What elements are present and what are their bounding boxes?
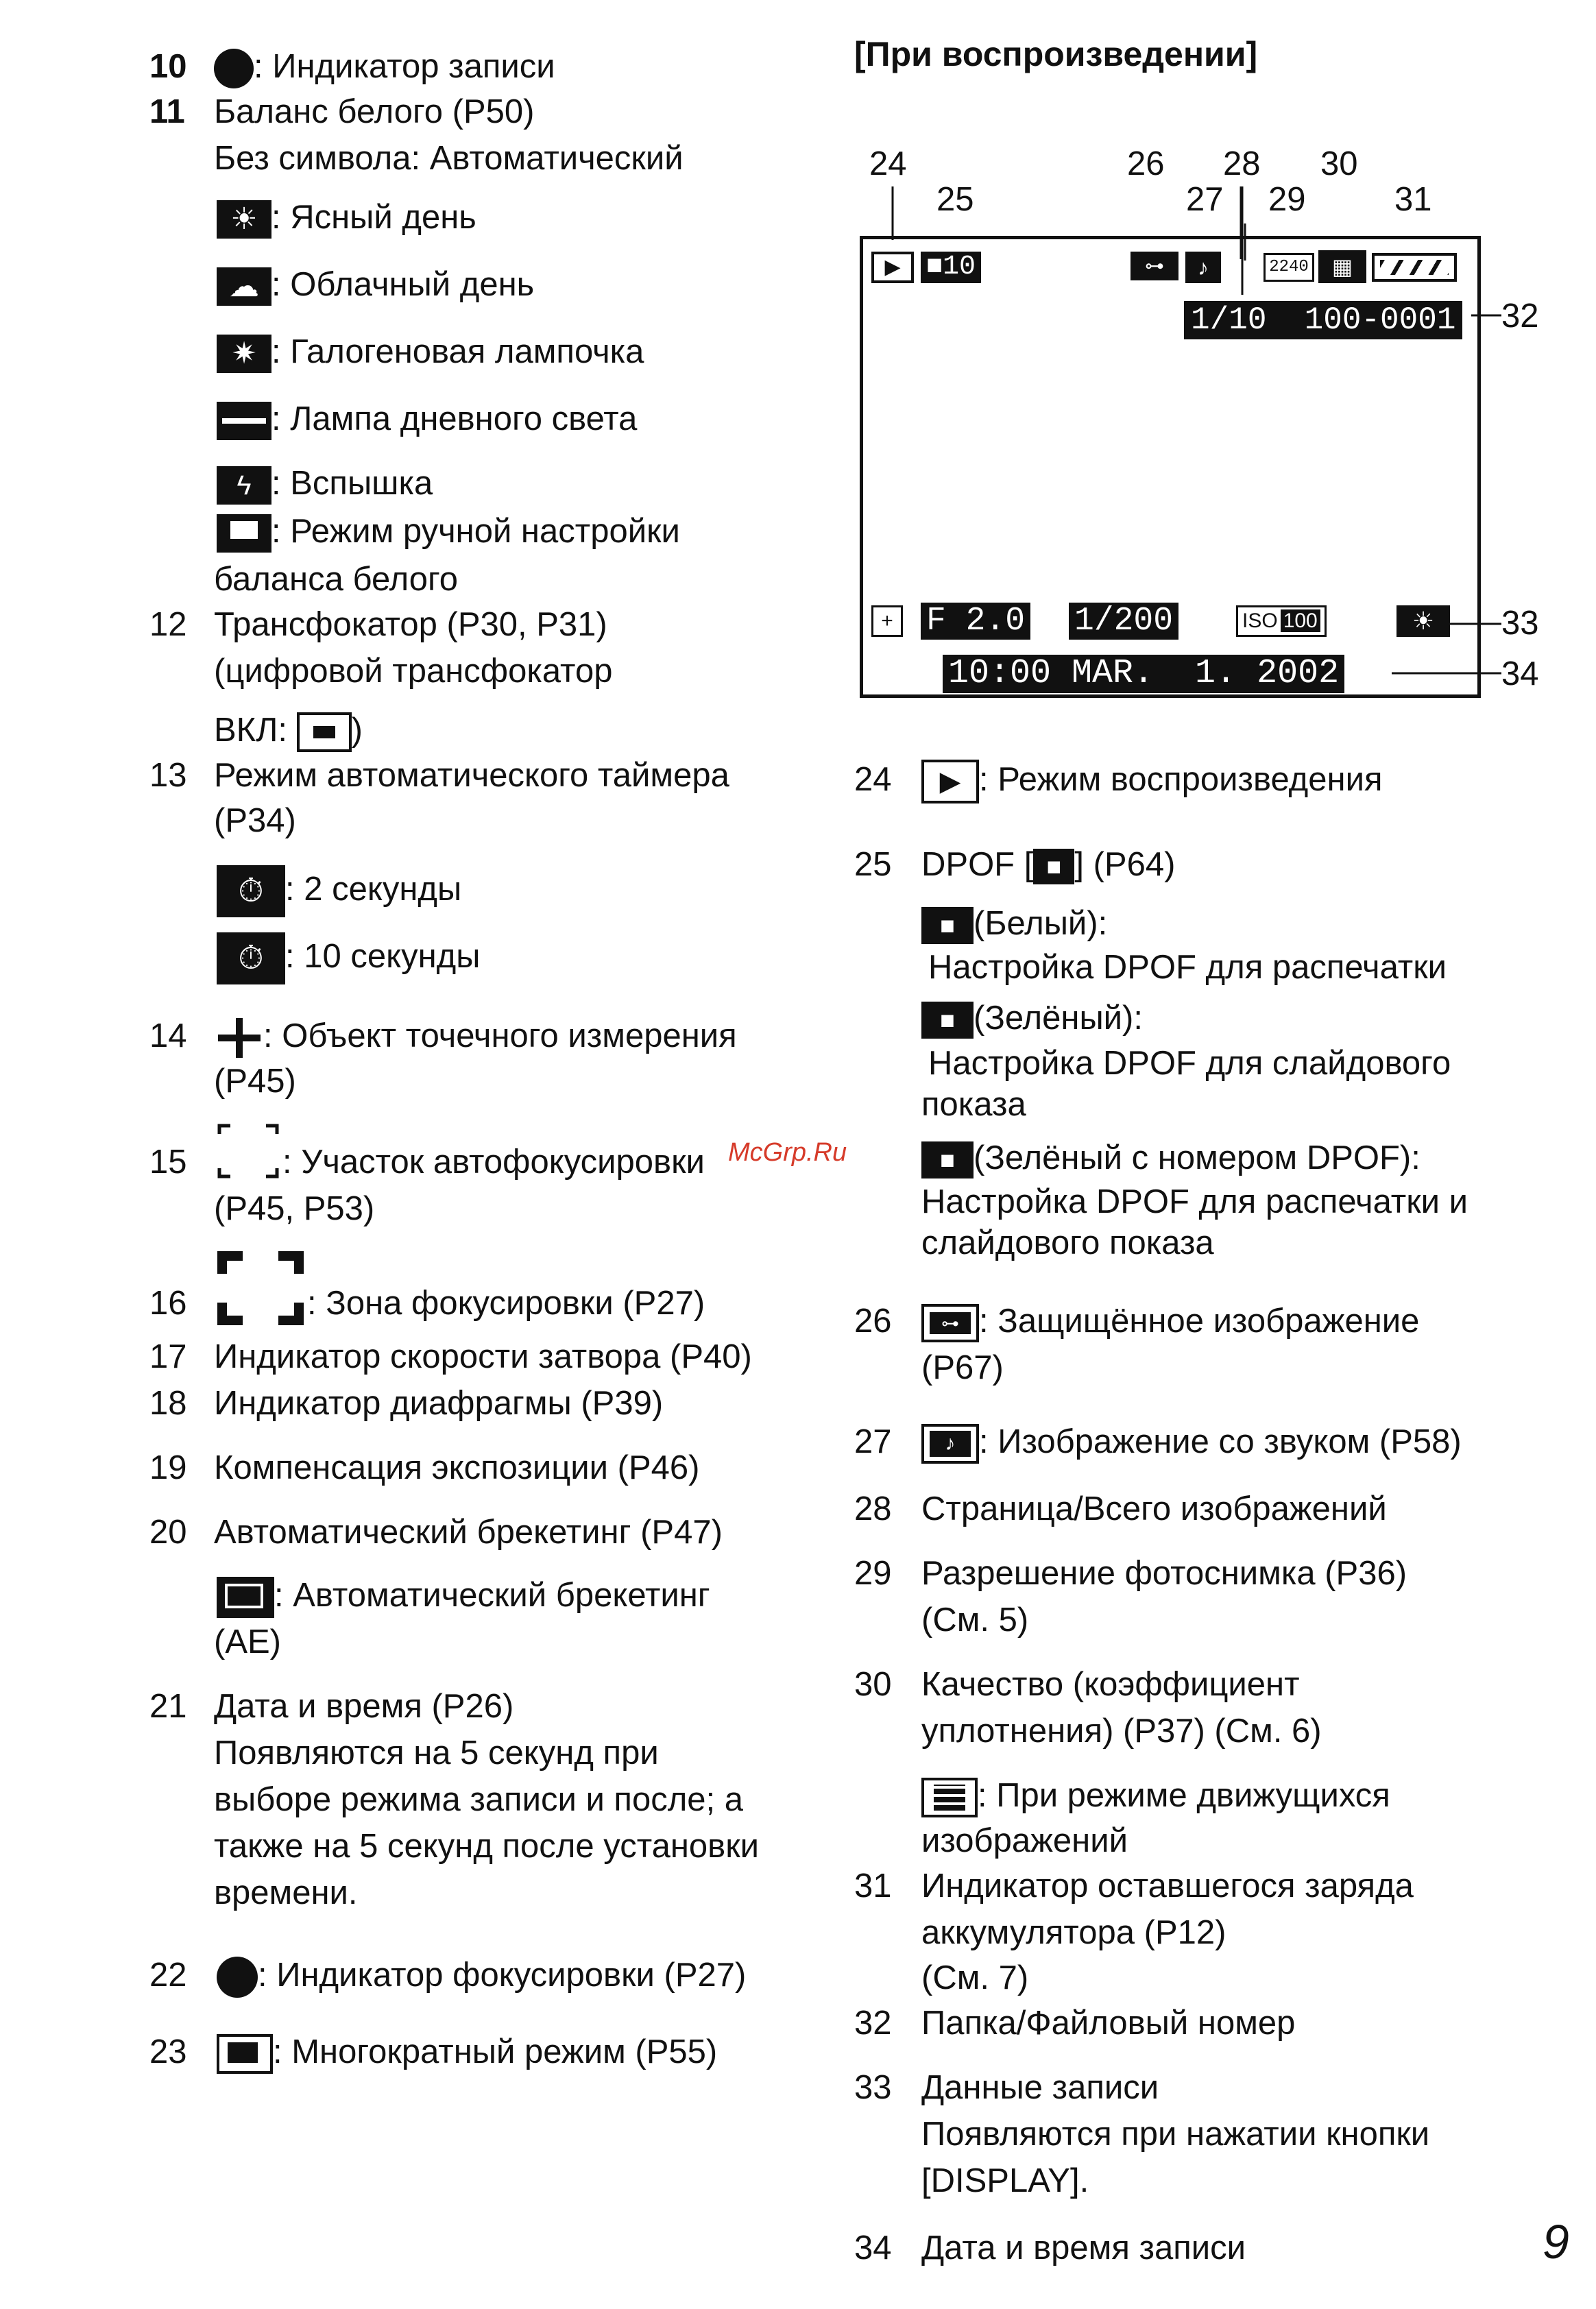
- play-mode-icon: ▶: [871, 252, 914, 283]
- item-13-num: 13: [149, 757, 187, 794]
- item-32-l1: Папка/Файловый номер: [921, 2005, 1296, 2042]
- item-23-num: 23: [149, 2033, 187, 2070]
- callout-27: 27: [1186, 181, 1224, 218]
- item-28-num: 28: [854, 1490, 892, 1527]
- item-12-l3: ВКЛ: ): [214, 708, 363, 753]
- dpof-white-desc: Настройка DPOF для распечатки: [928, 949, 1447, 986]
- play-icon: ▶: [921, 760, 979, 803]
- focus-area-bracket-icon: [217, 1250, 304, 1326]
- callout-33: 33: [1501, 605, 1539, 642]
- item-18-l1: Индикатор диафрагмы (P39): [214, 1385, 664, 1422]
- af-area-bracket-icon: [217, 1123, 280, 1179]
- wb-flash: ϟ : Вспышка: [217, 461, 433, 507]
- item-22-num: 22: [149, 1957, 187, 1994]
- item-18-num: 18: [149, 1385, 187, 1422]
- item-16-num: 16: [149, 1285, 187, 1322]
- item-25-l1: DPOF [ ■ ] (P64): [921, 842, 1175, 888]
- item-29-l1: Разрешение фотоснимка (P36): [921, 1555, 1407, 1592]
- protect-icon: ⊶: [921, 1304, 979, 1342]
- item-21-l1: Дата и время (P26): [214, 1688, 514, 1725]
- item-25-num: 25: [854, 846, 892, 883]
- motion-image-icon: [921, 1778, 978, 1817]
- item-30-l2: уплотнения) (P37) (См. 6): [921, 1713, 1322, 1750]
- item-28-l1: Страница/Всего изображений: [921, 1490, 1387, 1527]
- item-29-num: 29: [854, 1555, 892, 1592]
- callout-30: 30: [1320, 145, 1358, 182]
- item-16-l1: : Зона фокусировки (P27): [307, 1285, 705, 1322]
- item-31-l2: аккумулятора (P12): [921, 1914, 1226, 1951]
- sun-icon: ☀: [217, 200, 271, 239]
- item-10-num: 10: [149, 48, 187, 85]
- item-27-l1: ♪ : Изображение со звуком (P58): [921, 1419, 1462, 1465]
- item-33-num: 33: [854, 2069, 892, 2106]
- multi-burst-icon: [217, 2034, 273, 2074]
- wb-cloudy: ☁ : Облачный день: [217, 262, 534, 308]
- item-26-num: 26: [854, 1303, 892, 1340]
- battery-icon: [1372, 253, 1457, 282]
- item-13-l1: Режим автоматического таймера: [214, 757, 729, 794]
- section-heading: [При воспроизведении]: [854, 35, 1258, 73]
- callout-25: 25: [936, 181, 974, 218]
- item-11-nosymbol: Без символа: Автоматический: [214, 140, 684, 177]
- halogen-lamp-icon: ✷: [217, 335, 271, 373]
- item-21-l2: Появляются на 5 секунд при: [214, 1734, 659, 1772]
- item-30-l1: Качество (коэффициент: [921, 1666, 1300, 1703]
- dpof-green: ■ (Зелёный):: [921, 995, 1143, 1041]
- shutter-value: 1/200: [1069, 603, 1178, 640]
- callout-29: 29: [1268, 181, 1306, 218]
- auto-bracket-icon: [217, 1577, 274, 1618]
- item-14-num: 14: [149, 1017, 187, 1054]
- self-timer-10s-icon: ⏱: [217, 932, 285, 984]
- item-33-l2: Появляются при нажатии кнопки: [921, 2116, 1430, 2153]
- fluorescent-lamp-icon: [217, 402, 271, 440]
- item-11-title: Баланс белого (P50): [214, 93, 535, 130]
- timer-10s: ⏱ : 10 секунды: [217, 932, 480, 984]
- dpof-white-icon: ■: [921, 907, 974, 944]
- wb-manual-cont: баланса белого: [214, 561, 459, 598]
- manual-wb-icon: [217, 514, 271, 553]
- item-31-l3: (См. 7): [921, 1959, 1029, 1996]
- item-21-num: 21: [149, 1688, 187, 1725]
- aperture-value: F 2.0: [921, 603, 1030, 640]
- item-26-l2: (P67): [921, 1349, 1004, 1386]
- item-14-l2: (P45): [214, 1063, 296, 1100]
- item-20-num: 20: [149, 1514, 187, 1551]
- item-17-num: 17: [149, 1338, 187, 1375]
- item-30-num: 30: [854, 1666, 892, 1703]
- wb-sunny: ☀ : Ясный день: [217, 195, 476, 241]
- item-14-l1: : Объект точечного измерения: [214, 1013, 737, 1059]
- record-datetime: 10:00 MAR. 1. 2002: [943, 655, 1344, 693]
- item-17-l1: Индикатор скорости затвора (P40): [214, 1338, 752, 1375]
- item-34-num: 34: [854, 2229, 892, 2266]
- item-31-l1: Индикатор оставшегося заряда: [921, 1867, 1414, 1905]
- callout-34: 34: [1501, 655, 1539, 692]
- flash-wb-icon: ϟ: [217, 466, 271, 505]
- item-23-l1: : Многократный режим (P55): [217, 2029, 717, 2075]
- record-dot-icon: [214, 49, 254, 88]
- item-29-l2: (См. 5): [921, 1601, 1029, 1639]
- item-21-l4: также на 5 секунд после установки: [214, 1828, 760, 1865]
- wb-halogen: ✷ : Галогеновая лампочка: [217, 329, 644, 375]
- item-19-num: 19: [149, 1449, 187, 1486]
- item-30-s1: : При режиме движущихся: [921, 1773, 1390, 1819]
- spot-metering-cross-icon: [214, 1018, 263, 1058]
- item-12-num: 12: [149, 606, 187, 643]
- dpof-green-desc1: Настройка DPOF для слайдового: [928, 1045, 1451, 1082]
- dpof-green-desc2: показа: [921, 1086, 1026, 1123]
- dpof-green-num-desc2: слайдового показа: [921, 1224, 1214, 1261]
- spot-cross-icon: +: [871, 605, 903, 637]
- dpof-green-number-icon: ■: [921, 1141, 974, 1178]
- item-13-l2: (P34): [214, 802, 296, 839]
- sun-wb-icon: ☀: [1396, 605, 1450, 637]
- item-24-num: 24: [854, 761, 892, 798]
- item-21-l3: выборе режима записи и после; а: [214, 1781, 744, 1818]
- item-34-l1: Дата и время записи: [921, 2229, 1246, 2266]
- item-15-num: 15: [149, 1144, 187, 1181]
- dpof-indicator: ■10: [921, 252, 981, 283]
- folder-file-number: 1/10 100-0001: [1184, 301, 1462, 339]
- item-20-s1: : Автоматический брекетинг: [217, 1573, 710, 1619]
- item-20-l1: Автоматический брекетинг (P47): [214, 1514, 723, 1551]
- item-22-l1: : Индикатор фокусировки (P27): [217, 1953, 746, 1998]
- sound-image-icon: ♪: [921, 1424, 979, 1464]
- item-33-l3: [DISPLAY].: [921, 2162, 1089, 2199]
- dpof-white: ■ (Белый):: [921, 901, 1107, 947]
- item-15-l1: : Участок автофокусировки: [282, 1144, 705, 1181]
- item-12-l2: (цифровой трансфокатор: [214, 653, 613, 690]
- timer-2s: ⏱ : 2 секунды: [217, 865, 461, 917]
- protect-key-icon: ⊶: [1130, 252, 1178, 280]
- item-12-l1: Трансфокатор (P30, P31): [214, 606, 607, 643]
- item-11-num: 11: [149, 93, 185, 130]
- callout-26: 26: [1127, 145, 1165, 182]
- watermark: McGrp.Ru: [728, 1138, 847, 1167]
- item-15-l2: (P45, P53): [214, 1190, 375, 1227]
- lcd-screen: [860, 236, 1481, 698]
- wb-fluorescent: : Лампа дневного света: [217, 396, 637, 442]
- callout-28: 28: [1223, 145, 1261, 182]
- callout-24: 24: [869, 145, 907, 182]
- dpof-icon: ■: [926, 252, 943, 282]
- dpof-green-num-desc1: Настройка DPOF для распечатки и: [921, 1183, 1468, 1220]
- wb-manual: : Режим ручной настройки: [217, 509, 680, 555]
- resolution-indicator: 2240: [1264, 253, 1314, 282]
- digital-zoom-icon: [297, 712, 352, 752]
- item-20-s2: (AE): [214, 1623, 281, 1660]
- focus-dot-icon: [217, 1957, 258, 1998]
- audio-icon: ♪: [1185, 252, 1221, 283]
- item-27-num: 27: [854, 1423, 892, 1460]
- item-31-num: 31: [854, 1867, 892, 1905]
- quality-icon: ▦: [1318, 250, 1366, 283]
- page-number: 9: [1543, 2215, 1569, 2269]
- dpof-green-icon: ■: [921, 1002, 974, 1039]
- item-10: : Индикатор записи: [214, 44, 555, 90]
- iso-indicator: ISO 100: [1236, 605, 1327, 637]
- dpof-icon: ■: [1033, 849, 1074, 884]
- cloud-icon: ☁: [217, 267, 271, 306]
- self-timer-2s-icon: ⏱: [217, 865, 285, 917]
- item-32-num: 32: [854, 2005, 892, 2042]
- dpof-green-num: ■ (Зелёный с номером DPOF):: [921, 1135, 1420, 1181]
- callout-31: 31: [1394, 181, 1432, 218]
- item-19-l1: Компенсация экспозиции (P46): [214, 1449, 700, 1486]
- item-21-l5: времени.: [214, 1874, 358, 1911]
- item-33-l1: Данные записи: [921, 2069, 1159, 2106]
- item-30-s2: изображений: [921, 1822, 1128, 1859]
- callout-32: 32: [1501, 298, 1539, 335]
- item-24-l1: ▶ : Режим воспроизведения: [921, 757, 1382, 803]
- item-26-l1: ⊶ : Защищённое изображение: [921, 1298, 1419, 1344]
